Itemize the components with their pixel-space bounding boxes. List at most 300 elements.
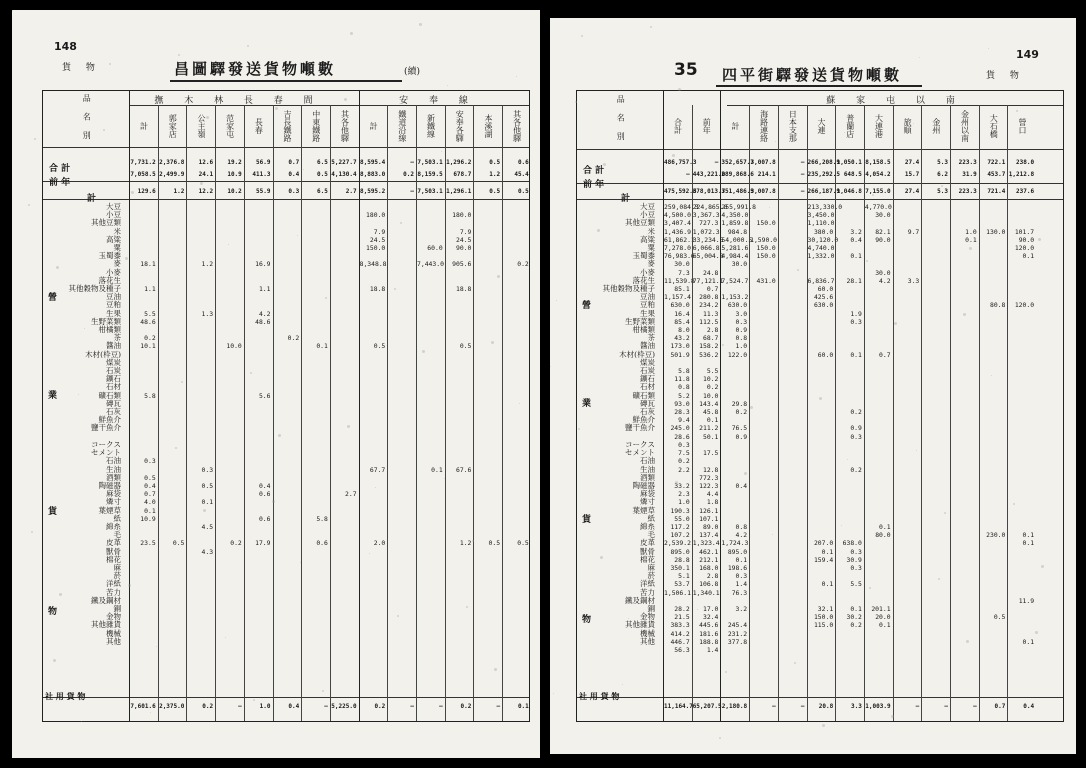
column-values: 0.2 <box>287 334 300 343</box>
summary-cell: 8,595.4 <box>359 159 386 166</box>
paper-speck <box>969 247 972 250</box>
summary-cell: 223.3 <box>958 159 977 166</box>
summary-cell: 8,883.0 <box>359 171 386 178</box>
paper-speck <box>603 163 606 166</box>
page-category: 貨 物 <box>986 71 1025 81</box>
summary-cell: 31.9 <box>962 171 977 178</box>
paper-speck <box>650 26 652 28</box>
summary-cell: 7,503.1 <box>417 188 443 195</box>
summary-cell: 443,221.0 <box>692 171 726 178</box>
paper-speck <box>625 291 626 292</box>
paper-speck <box>725 671 727 673</box>
summary-cell: 0.2 <box>403 171 414 178</box>
summary-cell: 238.0 <box>1016 159 1035 166</box>
paper-speck <box>622 684 623 685</box>
summary-cell: — <box>800 159 805 166</box>
paper-speck <box>247 45 249 47</box>
summary-cell: 4,054.2 <box>865 171 891 178</box>
paper-speck <box>53 659 56 662</box>
column-header: 計 <box>139 122 149 130</box>
paper-speck <box>581 35 583 37</box>
column-rule <box>778 105 779 721</box>
summary-cell: 3.3 <box>851 703 862 710</box>
summary-cell: — <box>324 703 328 710</box>
summary-cell: 722.1 <box>987 159 1006 166</box>
column-header: 本溪湖 <box>483 114 493 138</box>
summary-cell: 214.1 <box>757 171 776 178</box>
section-char: 貨 <box>582 515 592 525</box>
paper-speck <box>303 169 304 170</box>
paper-speck <box>938 578 940 580</box>
summary-cell: 11,164.7 <box>664 703 693 710</box>
paper-speck <box>744 472 747 475</box>
summary-cell: 0.5 <box>517 188 529 195</box>
summary-cell: — <box>714 159 719 166</box>
summary-cell: 721.4 <box>987 188 1006 195</box>
paper-speck <box>178 54 180 56</box>
paper-speck <box>578 428 580 430</box>
column-header: 公主嶺 <box>196 114 206 138</box>
summary-cell: 65,207.5 <box>692 703 722 710</box>
paper-speck <box>103 129 105 131</box>
summary-cell: 7,155.0 <box>865 188 891 195</box>
summary-cell: 351,486.9 <box>721 188 754 195</box>
paper-speck <box>12 10 13 11</box>
summary-cell: 20.8 <box>818 703 834 710</box>
summary-cell: 5.3 <box>937 159 948 166</box>
summary-label-total: 合 計 <box>583 166 605 176</box>
item-names: 大豆 小豆 其他豆類 米 高粱 粟 玉蜀黍 麥 小麥 落花生 其他穀物及種子 豆油 豆粕 生果 生野菜類 柑橘類 茶 醬油 木材(枠豆) 煤炭 石炭 鑛石 石材 礦石類 磚瓦 石灰 鮮魚介 鹽干魚介 コークス セメント 石油 生油 酒類 陶磁器 麻袋 燐寸 葉煙草 紙 綿糸 毛 皮革 獸骨 棉花 麻 菸 洋紙 苦力 鐵及鋼材 銅 金物 其他雜貨 機械 其他 <box>602 202 655 646</box>
paper-speck <box>913 123 914 124</box>
summary-cell: 8,595.2 <box>359 188 386 195</box>
column-header: 金州 <box>931 118 941 134</box>
paper-speck <box>497 275 500 278</box>
summary-cell: 2.7 <box>345 188 357 195</box>
paper-speck <box>228 244 229 245</box>
summary-cell: 453.7 <box>987 171 1006 178</box>
summary-cell: 0.3 <box>288 188 300 195</box>
column-header: 金州以南 <box>960 110 970 142</box>
paper-speck <box>894 322 897 325</box>
paper-speck <box>516 76 517 77</box>
summary-cell: 27.4 <box>904 159 920 166</box>
column-header: 范家屯 <box>225 114 235 138</box>
summary-cell: 0.2 <box>460 703 472 710</box>
paper-speck <box>253 699 255 701</box>
column-header: 郭家店 <box>168 114 178 138</box>
summary-cell: 19.2 <box>227 159 242 166</box>
chapter-number: 35 <box>674 60 698 80</box>
paper-speck <box>131 191 134 194</box>
summary-cell: 0.2 <box>202 703 214 710</box>
summary-cell: 352,657.7 <box>721 159 754 166</box>
paper-speck <box>472 540 474 542</box>
header-rule <box>43 147 529 148</box>
column-values: 101.7 90.0 120.0 0.1 120.0 0.1 0.1 11.9 0.1 <box>1014 227 1035 646</box>
paper-speck <box>944 512 946 514</box>
paper-speck <box>966 640 969 643</box>
column-header: 旅順 <box>903 118 913 134</box>
paper-speck <box>494 668 497 671</box>
column-values: 9.7 3.3 <box>907 227 920 285</box>
continued-mark: (續) <box>404 67 421 77</box>
column-header: 合計 <box>673 118 683 134</box>
column-values: 213,330.0 3,450.0 1,110.0 380.0 30,120.0 4,740.0 1,332.0 6,836.7 60.0 425.6 630.0 60.0 207.0 0.1 159.4 0.1 32.1 150.0 115.0 <box>807 203 843 630</box>
paper-speck <box>350 32 353 35</box>
paper-speck <box>150 712 151 713</box>
column-values: 1.2 1.3 0.3 0.5 0.1 4.5 4.3 <box>201 260 214 556</box>
summary-cell: 378,013.7 <box>692 188 726 195</box>
summary-cell: 5.3 <box>937 188 948 195</box>
summary-cell: 237.6 <box>1016 188 1035 195</box>
summary-rule <box>577 183 1063 184</box>
summary-cell: 1.2 <box>173 188 185 195</box>
summary-cell: 6.5 <box>317 188 328 195</box>
column-header: 大連港 <box>874 114 884 138</box>
summary-cell: 129.6 <box>137 188 156 195</box>
summary-cell: 3,007.8 <box>750 188 776 195</box>
column-header: 中東鐵路 <box>311 110 321 142</box>
paper-speck <box>847 459 848 460</box>
summary-cell: 2,499.9 <box>159 171 185 178</box>
column-values: 0.2 0.5 <box>517 260 529 548</box>
paper-speck <box>1041 565 1044 568</box>
summary-cell: 7,058.5 <box>130 171 156 178</box>
summary-cell: 235,292.5 <box>807 171 841 178</box>
paper-speck <box>250 372 252 374</box>
paper-speck <box>553 693 554 694</box>
summary-cell: — <box>410 159 414 166</box>
paper-speck <box>206 116 209 119</box>
page-number: 148 <box>54 40 77 53</box>
paper-speck <box>941 185 943 187</box>
summary-cell: — <box>496 703 501 710</box>
paper-speck <box>866 260 868 262</box>
summary-cell: 1,296.2 <box>446 159 472 166</box>
summary-cell: 0.2 <box>374 703 386 710</box>
column-values: 1.0 0.1 <box>965 227 977 244</box>
summary-cell: — <box>944 703 948 710</box>
paper-speck <box>153 319 154 320</box>
paper-speck <box>816 70 819 73</box>
paper-speck <box>156 646 157 647</box>
summary-cell: 8,158.5 <box>865 159 891 166</box>
column-rule <box>950 105 951 721</box>
column-values: 0.5 <box>488 539 501 548</box>
paper-speck <box>203 509 206 512</box>
column-header: 大連 <box>817 118 827 134</box>
paper-speck <box>28 204 30 206</box>
section-char: 物 <box>48 607 58 617</box>
column-header: 長春 <box>254 118 264 134</box>
group-header: 蘇 家 屯 以 南 <box>826 96 964 106</box>
paper-speck <box>891 715 894 718</box>
summary-cell: 289,868.6 <box>721 171 754 178</box>
total-rule <box>577 199 1063 200</box>
paper-speck <box>794 662 796 664</box>
summary-cell: 2,376.8 <box>159 159 185 166</box>
summary-cell: 1.2 <box>489 171 501 178</box>
paper-speck <box>275 107 278 110</box>
summary-cell: 1,212.8 <box>1008 171 1035 178</box>
paper-speck <box>322 690 324 692</box>
item-names: 大豆 小豆 其他豆類 米 高粱 粟 玉蜀黍 麥 小麥 落花生 其他穀物及種子 豆油 豆粕 生果 生野菜類 柑橘類 茶 醬油 木材(枠豆) 煤炭 石炭 鑛石 石材 礦石類 磚瓦 石灰 鮮魚介 鹽干魚介 コークス セメント 石油 生油 酒類 陶磁器 麻袋 燐寸 葉煙草 紙 綿糸 毛 皮革 獸骨 棉花 麻 菸 洋紙 苦力 鐵及鋼材 銅 金物 其他雜貨 機械 其他 <box>68 202 121 646</box>
bottom-row-label: 社 用 貨 物 <box>579 691 620 701</box>
summary-cell: 0.5 <box>489 159 501 166</box>
paper-speck <box>394 288 396 290</box>
group-header-1: 撫 木 林 長 春 間 <box>154 96 322 106</box>
summary-cell: — <box>800 188 805 195</box>
column-header: 安奉各驛 <box>455 110 465 142</box>
paper-speck <box>747 79 750 82</box>
paper-speck <box>31 531 33 533</box>
paper-speck <box>400 222 402 224</box>
paper-speck <box>700 216 701 217</box>
paper-speck <box>1013 503 1015 505</box>
paper-speck <box>300 562 301 563</box>
summary-cell: — <box>800 171 805 178</box>
summary-cell: 10.9 <box>227 171 242 178</box>
paper-speck <box>272 500 275 503</box>
paper-speck <box>988 48 989 49</box>
bottom-rule <box>577 697 1063 698</box>
paper-speck <box>125 257 128 260</box>
paper-speck <box>466 606 468 608</box>
paper-speck <box>109 63 111 65</box>
left-page <box>12 10 540 758</box>
summary-cell: 223.3 <box>958 188 977 195</box>
summary-label-prev: 前 年 <box>583 180 605 190</box>
paper-speck <box>78 394 79 395</box>
paper-speck <box>647 419 649 421</box>
section-char: 營 <box>582 301 592 311</box>
column-header: 其各他驛 <box>340 110 350 142</box>
column-header: 吉長鐵路 <box>283 110 293 142</box>
column-values: 3.2 0.4 0.1 28.1 1.9 0.3 0.1 0.2 0.9 0.3 0.2 638.0 0.3 30.9 0.3 5.5 0.1 30.2 0.2 <box>842 227 862 630</box>
summary-cell: — <box>772 703 776 710</box>
summary-cell: — <box>410 188 414 195</box>
paper-speck <box>297 235 298 236</box>
summary-label-total: 合 計 <box>49 164 71 174</box>
column-values: 18.1 1.1 5.5 48.6 0.2 10.1 5.8 0.3 0.5 0.4 0.7 4.0 0.1 10.9 23.5 <box>140 260 156 548</box>
paper-speck <box>750 406 753 409</box>
summary-cell: 678.7 <box>453 171 472 178</box>
paper-speck <box>797 269 799 271</box>
paper-speck <box>991 375 992 376</box>
summary-cell: 0.4 <box>288 171 300 178</box>
summary-cell: 56.9 <box>256 159 271 166</box>
item-header: 品 名 別 <box>616 95 626 145</box>
summary-cell: 5,225.0 <box>331 703 357 710</box>
column-values: 2.7 <box>345 490 357 499</box>
summary-cell: — <box>686 171 690 178</box>
summary-cell: 266,187.9 <box>807 188 841 195</box>
paper-speck <box>325 297 327 299</box>
paper-speck <box>175 447 177 449</box>
paper-speck <box>419 23 422 26</box>
summary-cell: 648.5 <box>843 171 862 178</box>
paper-speck <box>225 637 226 638</box>
paper-speck <box>491 341 494 344</box>
paper-speck <box>719 737 721 739</box>
freight-table <box>576 90 1064 722</box>
column-header: 前年 <box>702 118 712 134</box>
paper-speck <box>772 534 773 535</box>
bottom-rule <box>43 697 529 698</box>
paper-speck <box>81 721 82 722</box>
paper-speck <box>106 456 108 458</box>
page-title: 昌圖驛發送貨物噸數 <box>174 60 337 78</box>
paper-speck <box>600 556 603 559</box>
summary-cell: 0.6 <box>517 159 529 166</box>
summary-cell: — <box>915 703 920 710</box>
summary-cell: — <box>410 703 414 710</box>
paper-speck <box>1016 110 1018 112</box>
column-rule <box>893 105 894 721</box>
paper-speck <box>769 207 770 208</box>
paper-speck <box>56 266 59 269</box>
column-values: 180.0 7.9 24.5 90.0 905.6 18.8 0.5 67.6 1.2 <box>452 211 472 548</box>
paper-speck <box>59 593 62 596</box>
summary-cell: 486,757.3 <box>664 159 697 166</box>
total-rule <box>43 199 529 200</box>
bottom-row-label: 社 用 貨 物 <box>45 691 86 701</box>
column-header: 其各他驛 <box>512 110 522 142</box>
paper-speck <box>278 434 281 437</box>
summary-cell: 7,731.2 <box>130 159 156 166</box>
column-header: 日本支那 <box>788 110 798 142</box>
summary-cell: 0.4 <box>1023 703 1035 710</box>
paper-speck <box>694 282 695 283</box>
summary-cell: 12.6 <box>198 159 214 166</box>
group-header-2: 安 奉 線 <box>399 96 477 106</box>
paper-speck <box>628 618 629 619</box>
summary-cell: — <box>973 703 977 710</box>
title-underline <box>170 80 402 82</box>
paper-speck <box>653 353 655 355</box>
summary-cell: 2,180.8 <box>721 703 748 710</box>
summary-cell: 6.2 <box>937 171 948 178</box>
summary-cell: 55.9 <box>256 188 271 195</box>
column-values: 130.0 80.8 230.0 0.5 <box>986 227 1006 622</box>
summary-cell: 1,050.1 <box>836 159 862 166</box>
page-title: 四平街驛發送貨物噸數 <box>722 66 903 84</box>
summary-cell: 0.7 <box>288 159 300 166</box>
paper-speck <box>347 425 350 428</box>
summary-cell: 7,601.6 <box>130 703 156 710</box>
paper-speck <box>819 397 822 400</box>
section-char: 貨 <box>48 507 58 517</box>
column-header: 海路連絡 <box>759 110 769 142</box>
summary-cell: 0.1 <box>517 703 529 710</box>
column-header: 計 <box>369 122 379 130</box>
summary-cell: 12.2 <box>198 188 214 195</box>
column-rule <box>921 105 922 721</box>
paper-speck <box>519 403 520 404</box>
summary-rule <box>43 181 529 182</box>
summary-cell: 411.3 <box>252 171 271 178</box>
summary-cell: 266,208.9 <box>807 159 841 166</box>
paper-speck <box>697 609 698 610</box>
summary-cell: — <box>238 703 242 710</box>
paper-speck <box>575 101 577 103</box>
paper-speck <box>822 724 825 727</box>
paper-speck <box>775 141 776 142</box>
paper-speck <box>84 328 85 329</box>
paper-speck <box>369 553 370 554</box>
column-header: 計 <box>730 122 740 130</box>
column-values: 224,865.0 3,367.3 727.3 1,072.3 33,234.5 6,066.8 65,004.8 24.8 77,121.1 0.7 280.8 234.2 11.3 112.5 2.8 68.7 158.2 536.2 5.5 10.2 0.2 10.0 143.4 45.8 0.1 211.2 50.1 17.5 12.8 772.3 122.3 4.4 1.8 126.1 107.1 89.0 137.4 1,323.4 462.1 212.1 168.0 2.8 106.8 1,340.1 17.0 32.4 445.6 181.6 188.8 1.4 <box>692 203 728 654</box>
column-header: 營口 <box>1017 118 1027 134</box>
total-label: 計 <box>621 194 631 204</box>
summary-cell: 1.0 <box>259 703 271 710</box>
summary-cell: 4,130.4 <box>331 171 357 178</box>
summary-cell: 1,046.8 <box>836 188 862 195</box>
section-char: 營 <box>48 293 58 303</box>
header-rule <box>577 149 1063 150</box>
summary-cell: 3,007.8 <box>750 159 776 166</box>
paper-speck <box>375 487 376 488</box>
column-values: 0.5 <box>172 539 185 548</box>
paper-speck <box>916 450 917 451</box>
summary-cell: 2,375.0 <box>159 703 185 710</box>
paper-speck <box>672 154 675 157</box>
right-page <box>550 18 1076 754</box>
summary-cell: 15.7 <box>904 171 920 178</box>
column-header: 普蘭店 <box>845 114 855 138</box>
paper-speck <box>869 587 871 589</box>
paper-speck <box>841 525 842 526</box>
paper-speck <box>34 138 36 140</box>
page-number: 149 <box>1016 48 1039 61</box>
summary-cell: — <box>800 703 805 710</box>
paper-speck <box>469 213 471 215</box>
summary-cell: 0.5 <box>317 171 328 178</box>
paper-speck <box>397 615 399 617</box>
paper-speck <box>722 344 724 346</box>
paper-speck <box>372 160 373 161</box>
summary-cell: 0.5 <box>489 188 501 195</box>
paper-speck <box>597 229 600 232</box>
summary-cell: 475,592.6 <box>664 188 697 195</box>
paper-speck <box>200 182 203 185</box>
summary-cell: 7,503.1 <box>417 159 443 166</box>
column-rule <box>387 105 388 721</box>
paper-speck <box>447 85 448 86</box>
summary-cell: 0.4 <box>288 703 300 710</box>
paper-speck <box>344 98 347 101</box>
paper-speck <box>675 481 678 484</box>
summary-cell: 27.4 <box>904 188 920 195</box>
column-values: 150.0 1,590.0 150.0 150.0 431.0 <box>750 219 778 285</box>
summary-cell: — <box>439 703 443 710</box>
freight-table <box>42 90 530 722</box>
column-values: 16.9 1.1 4.2 48.6 5.6 0.4 0.6 0.6 17.9 <box>255 260 271 548</box>
item-header: 品 名 別 <box>82 94 92 144</box>
summary-cell: 6.5 <box>317 159 328 166</box>
paper-speck <box>1035 631 1038 634</box>
section-char: 業 <box>582 399 592 409</box>
column-values: 0.1 5.8 0.6 <box>316 342 328 548</box>
paper-speck <box>1038 238 1041 241</box>
paper-speck <box>128 584 131 587</box>
paper-speck <box>422 350 425 353</box>
paper-speck <box>556 300 557 301</box>
summary-label-prev: 前 年 <box>49 178 71 188</box>
page-category: 貨 物 <box>62 63 101 73</box>
paper-speck <box>444 478 445 479</box>
summary-cell: 45.4 <box>514 171 529 178</box>
